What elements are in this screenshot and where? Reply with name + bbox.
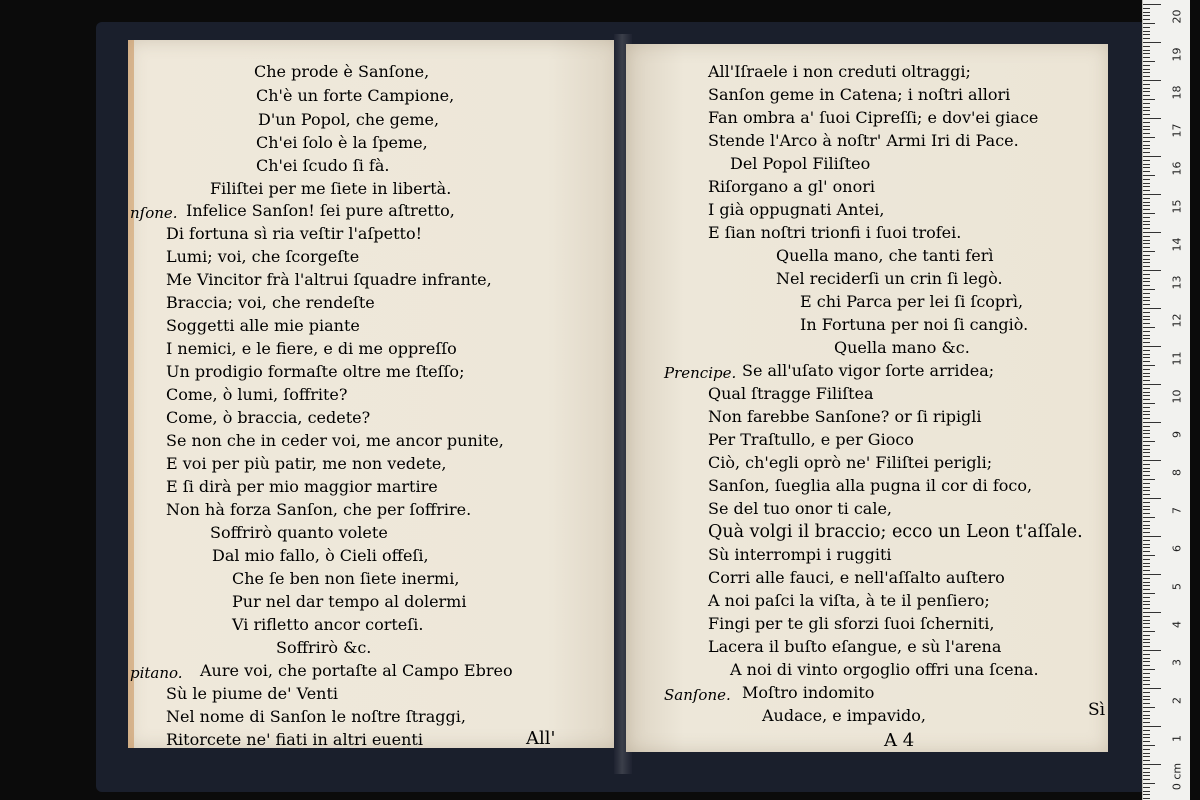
ruler-tick	[1143, 114, 1150, 115]
ruler-tick	[1143, 23, 1155, 24]
ruler-tick	[1143, 608, 1150, 609]
verse-line: Me Vincitor frà l'altrui ſquadre infrante,	[166, 270, 492, 289]
catchword: All'	[526, 728, 556, 749]
ruler-tick	[1143, 171, 1150, 172]
verse-line: D'un Popol, che geme,	[258, 110, 440, 129]
page-edge-stain	[128, 40, 134, 748]
ruler-tick	[1143, 464, 1150, 465]
ruler-tick	[1143, 528, 1150, 529]
ruler-tick	[1143, 502, 1150, 503]
ruler-tick	[1143, 418, 1150, 419]
ruler-tick	[1143, 753, 1150, 754]
ruler-label: 1	[1170, 735, 1184, 742]
ruler-tick	[1143, 456, 1150, 457]
ruler-tick	[1143, 490, 1150, 491]
ruler-tick	[1143, 304, 1150, 305]
ruler-tick	[1143, 688, 1161, 689]
verse-line: Ciò, ch'egli oprò ne' Filiſtei perigli;	[708, 453, 993, 472]
ruler-tick	[1143, 566, 1150, 567]
ruler-tick	[1143, 616, 1150, 617]
ruler-label: 7	[1170, 507, 1184, 514]
speaker-label: Prencipe.	[664, 364, 737, 382]
ruler-tick	[1143, 126, 1150, 127]
ruler-tick	[1143, 498, 1161, 499]
ruler-tick	[1143, 665, 1150, 666]
ruler-tick	[1143, 684, 1150, 685]
ruler-tick	[1143, 589, 1150, 590]
ruler-tick	[1143, 65, 1150, 66]
ruler-tick	[1143, 91, 1150, 92]
ruler-tick	[1143, 395, 1150, 396]
ruler-tick	[1143, 578, 1150, 579]
ruler-tick	[1143, 183, 1150, 184]
ruler-tick	[1143, 319, 1150, 320]
ruler-tick	[1143, 38, 1150, 39]
ruler-label: 11	[1170, 351, 1184, 366]
ruler-tick	[1143, 430, 1150, 431]
verse-line: Nel nome di Sanſon le noſtre ſtraggi,	[166, 707, 466, 726]
ruler-tick	[1143, 551, 1150, 552]
ruler-tick	[1143, 639, 1150, 640]
speaker-label: pitano.	[130, 664, 183, 682]
ruler-label: 18	[1170, 85, 1184, 100]
ruler-tick	[1143, 388, 1150, 389]
ruler-tick	[1143, 118, 1161, 119]
ruler-tick	[1143, 15, 1150, 16]
ruler-tick	[1143, 156, 1161, 157]
ruler-tick	[1143, 547, 1150, 548]
ruler-tick	[1143, 760, 1150, 761]
ruler-tick	[1143, 308, 1161, 309]
ruler-tick	[1143, 122, 1150, 123]
ruler-tick	[1143, 357, 1150, 358]
ruler-tick	[1143, 783, 1155, 784]
signature-mark: A 4	[884, 730, 915, 751]
ruler-tick	[1143, 422, 1161, 423]
ruler-tick	[1143, 262, 1150, 263]
ruler-tick	[1143, 536, 1161, 537]
verse-line: E chi Parca per lei ſi ſcoprì,	[800, 292, 1024, 311]
ruler-label: 16	[1170, 161, 1184, 176]
verse-line: Nel reciderſi un crin ſi legò.	[776, 269, 1003, 288]
ruler-tick	[1143, 544, 1150, 545]
ruler-tick	[1143, 570, 1150, 571]
ruler-tick	[1143, 711, 1150, 712]
verse-line: Che ſe ben non ſiete inermi,	[232, 569, 460, 588]
ruler-tick	[1143, 69, 1150, 70]
verse-line: Che prode è Sanſone,	[254, 62, 430, 81]
ruler-tick	[1143, 521, 1150, 522]
verse-line: Sù le piume de' Venti	[166, 684, 339, 703]
ruler-tick	[1143, 186, 1150, 187]
ruler-tick	[1143, 715, 1150, 716]
verse-line: Lumi; voi, che ſcorgeſte	[166, 247, 360, 266]
ruler-tick	[1143, 221, 1150, 222]
verse-line: Sanſon geme in Catena; i noſtri allori	[708, 85, 1011, 104]
ruler-tick	[1143, 289, 1155, 290]
ruler-tick	[1143, 384, 1161, 385]
ruler-tick	[1143, 145, 1150, 146]
verse-line: Come, ò braccia, cedete?	[166, 408, 371, 427]
verse-line: Ritorcete ne' fiati in altri euenti	[166, 730, 423, 749]
ruler-tick	[1143, 787, 1150, 788]
verse-line: Non farebbe Sanſone? or ſi ripigli	[708, 407, 982, 426]
ruler-tick	[1143, 768, 1150, 769]
verse-line: Corri alle fauci, e nell'aſſalto auſtero	[708, 568, 1005, 587]
verse-line: A noi paſci la viſta, à te il penſiero;	[708, 591, 990, 610]
ruler-tick	[1143, 190, 1150, 191]
ruler-tick	[1143, 232, 1161, 233]
verse-line: Quà volgi il braccio; ecco un Leon t'aſſale.	[708, 522, 1083, 542]
verse-line: Lacera il buſto eſangue, e sù l'arena	[708, 637, 1002, 656]
ruler-tick	[1143, 563, 1150, 564]
catchword: Sì	[1088, 700, 1106, 720]
verse-line: Aure voi, che portaſte al Campo Ebreo	[200, 661, 513, 680]
ruler-tick	[1143, 4, 1161, 5]
ruler-tick	[1143, 57, 1150, 58]
speaker-label: nſone.	[130, 204, 178, 222]
verse-line: Pur nel dar tempo al dolermi	[232, 592, 467, 611]
ruler-tick	[1143, 741, 1150, 742]
ruler-label: 4	[1170, 621, 1184, 628]
ruler-tick	[1143, 27, 1150, 28]
ruler-tick	[1143, 376, 1150, 377]
ruler-tick	[1143, 365, 1155, 366]
ruler-tick	[1143, 34, 1150, 35]
ruler-tick	[1143, 323, 1150, 324]
ruler-tick	[1143, 449, 1150, 450]
verse-line: I già oppugnati Antei,	[708, 200, 885, 219]
speaker-label: Sanſone.	[664, 686, 731, 704]
ruler-tick	[1143, 707, 1155, 708]
ruler-tick	[1143, 251, 1155, 252]
ruler-tick	[1143, 164, 1150, 165]
verse-line: All'Iſraele i non creduti oltraggi;	[708, 62, 971, 81]
ruler-tick	[1143, 734, 1150, 735]
ruler-tick	[1143, 331, 1150, 332]
ruler-tick	[1143, 110, 1150, 111]
ruler-label: 19	[1170, 47, 1184, 62]
ruler-tick	[1143, 798, 1150, 799]
ruler-tick	[1143, 285, 1150, 286]
ruler-tick	[1143, 278, 1150, 279]
verse-line: Un prodigio formaſte oltre me ſteſſo;	[166, 362, 465, 381]
ruler-tick	[1143, 103, 1150, 104]
verse-line: E ſi dirà per mio maggior martire	[166, 477, 438, 496]
ruler-tick	[1143, 494, 1150, 495]
ruler-tick	[1143, 338, 1150, 339]
verse-line: Qual ſtragge Filiſtea	[708, 384, 874, 403]
ruler-tick	[1143, 642, 1150, 643]
ruler-tick	[1143, 8, 1150, 9]
ruler-tick	[1143, 72, 1150, 73]
verse-line: Ch'ei ſcudo ſi fà.	[256, 156, 390, 175]
ruler-tick	[1143, 194, 1161, 195]
ruler-label: 5	[1170, 583, 1184, 590]
ruler-tick	[1143, 31, 1150, 32]
ruler-tick	[1143, 775, 1150, 776]
ruler-tick	[1143, 335, 1150, 336]
verse-line: Audace, e impavido,	[762, 706, 926, 725]
ruler-tick	[1143, 228, 1150, 229]
ruler-tick	[1143, 270, 1161, 271]
ruler-label: 2	[1170, 697, 1184, 704]
ruler-tick	[1143, 730, 1150, 731]
verse-line: Se non che in ceder voi, me ancor punite,	[166, 431, 504, 450]
ruler-tick	[1143, 532, 1150, 533]
ruler-tick	[1143, 236, 1150, 237]
ruler-tick	[1143, 300, 1150, 301]
ruler-label: 20	[1170, 9, 1184, 24]
ruler-tick	[1143, 650, 1161, 651]
ruler-tick	[1143, 661, 1150, 662]
ruler-label: 8	[1170, 469, 1184, 476]
ruler-tick	[1143, 794, 1150, 795]
verse-line: In Fortuna per noi ſi cangiò.	[800, 315, 1029, 334]
ruler-tick	[1143, 646, 1150, 647]
ruler-tick	[1143, 407, 1150, 408]
ruler-tick	[1143, 346, 1161, 347]
ruler-tick	[1143, 658, 1150, 659]
ruler-tick	[1143, 281, 1150, 282]
ruler-tick	[1143, 764, 1161, 765]
ruler-tick	[1143, 243, 1150, 244]
ruler-tick	[1143, 175, 1155, 176]
ruler-tick	[1143, 749, 1150, 750]
ruler-tick	[1143, 414, 1150, 415]
ruler-tick	[1143, 380, 1150, 381]
ruler-tick	[1143, 217, 1150, 218]
ruler-tick	[1143, 460, 1161, 461]
ruler-tick	[1143, 540, 1150, 541]
verse-line: Braccia; voi, che rendeſte	[166, 293, 375, 312]
ruler-tick	[1143, 483, 1150, 484]
ruler-tick	[1143, 525, 1150, 526]
ruler-tick	[1143, 680, 1150, 681]
ruler-tick	[1143, 737, 1150, 738]
ruler-tick	[1143, 574, 1161, 575]
ruler-label: 3	[1170, 659, 1184, 666]
ruler-label: 13	[1170, 275, 1184, 290]
ruler-tick	[1143, 692, 1150, 693]
ruler-tick	[1143, 255, 1150, 256]
ruler-tick	[1143, 361, 1150, 362]
ruler-label: 6	[1170, 545, 1184, 552]
ruler-tick	[1143, 373, 1150, 374]
ruler-tick	[1143, 437, 1150, 438]
verse-line: Se all'uſato vigor ſorte arridea;	[742, 361, 995, 380]
ruler-tick	[1143, 392, 1150, 393]
verse-line: Quella mano, che tanti ferì	[776, 246, 994, 265]
ruler-tick	[1143, 84, 1150, 85]
ruler-tick	[1143, 354, 1150, 355]
ruler-tick	[1143, 350, 1150, 351]
verse-line: Riſorgano a gl' onori	[708, 177, 875, 196]
ruler-tick	[1143, 42, 1161, 43]
ruler-tick	[1143, 297, 1150, 298]
verse-line: I nemici, e le fiere, e di me oppreſſo	[166, 339, 457, 358]
verse-line: Vi rifletto ancor corteſi.	[232, 615, 424, 634]
ruler-tick	[1143, 76, 1150, 77]
ruler-tick	[1143, 555, 1155, 556]
ruler-tick	[1143, 517, 1155, 518]
ruler-tick	[1143, 213, 1155, 214]
verse-line: Filiſtei per me ſiete in libertà.	[210, 179, 452, 198]
ruler-tick	[1143, 654, 1150, 655]
verse-line: Se del tuo onor ti cale,	[708, 499, 892, 518]
ruler-tick	[1143, 452, 1150, 453]
verse-line: Non hà forza Sanſon, che per ſoffrire.	[166, 500, 472, 519]
ruler-tick	[1143, 19, 1150, 20]
ruler-tick	[1143, 247, 1150, 248]
ruler-tick	[1143, 722, 1150, 723]
ruler-tick	[1143, 224, 1150, 225]
ruler-tick	[1143, 745, 1155, 746]
verse-line: Sù interrompi i ruggiti	[708, 545, 892, 564]
ruler-label: 17	[1170, 123, 1184, 138]
ruler-tick	[1143, 779, 1150, 780]
verse-line: A noi di vinto orgoglio offri una ſcena.	[730, 660, 1039, 679]
ruler-tick	[1143, 411, 1150, 412]
ruler-label: 0 cm	[1170, 762, 1184, 791]
ruler-label: 14	[1170, 237, 1184, 252]
ruler-tick	[1143, 433, 1150, 434]
verse-line: Fan ombra a' ſuoi Cipreſſi; e dov'ei giace	[708, 108, 1039, 127]
ruler-tick	[1143, 369, 1150, 370]
verse-line: Per Traſtullo, e per Gioco	[708, 430, 914, 449]
ruler-tick	[1143, 772, 1150, 773]
ruler-tick	[1143, 718, 1150, 719]
verse-line: Sanſon, ſueglia alla pugna il cor di foco,	[708, 476, 1033, 495]
ruler-tick	[1143, 403, 1155, 404]
ruler-tick	[1143, 487, 1150, 488]
ruler-tick	[1143, 635, 1150, 636]
verse-line: Soggetti alle mie piante	[166, 316, 360, 335]
ruler-tick	[1143, 441, 1155, 442]
verse-line: E voi per più patir, me non vedete,	[166, 454, 447, 473]
ruler-tick	[1143, 509, 1150, 510]
measuring-ruler	[1142, 0, 1190, 800]
ruler-tick	[1143, 585, 1150, 586]
ruler-tick	[1143, 107, 1150, 108]
ruler-tick	[1143, 61, 1155, 62]
ruler-tick	[1143, 601, 1150, 602]
ruler-tick	[1143, 479, 1155, 480]
verse-line: Ch'è un forte Campione,	[256, 86, 455, 105]
ruler-tick	[1143, 293, 1150, 294]
ruler-tick	[1143, 791, 1150, 792]
ruler-tick	[1143, 342, 1150, 343]
ruler-tick	[1143, 677, 1150, 678]
verse-line: Quella mano &c.	[834, 338, 970, 357]
ruler-tick	[1143, 506, 1150, 507]
ruler-tick	[1143, 50, 1150, 51]
ruler-tick	[1143, 627, 1150, 628]
verse-line: Moſtro indomito	[742, 683, 875, 702]
ruler-label: 9	[1170, 431, 1184, 438]
ruler-tick	[1143, 673, 1150, 674]
verse-line: E ſian noſtri trionfi i ſuoi trofei.	[708, 223, 962, 242]
ruler-tick	[1143, 582, 1150, 583]
ruler-tick	[1143, 513, 1150, 514]
ruler-tick	[1143, 133, 1150, 134]
ruler-tick	[1143, 274, 1150, 275]
verse-line: Infelice Sanſon! ſei pure aſtretto,	[186, 201, 455, 220]
verse-line: Soffrirò quanto volete	[210, 523, 388, 542]
ruler-tick	[1143, 88, 1150, 89]
ruler-tick	[1143, 316, 1150, 317]
ruler-tick	[1143, 475, 1150, 476]
ruler-tick	[1143, 612, 1161, 613]
ruler-tick	[1143, 205, 1150, 206]
verse-line: Ch'ei ſolo è la ſpeme,	[256, 133, 428, 152]
ruler-label: 10	[1170, 389, 1184, 404]
ruler-tick	[1143, 160, 1150, 161]
ruler-tick	[1143, 141, 1150, 142]
ruler-tick	[1143, 209, 1150, 210]
ruler-tick	[1143, 593, 1155, 594]
ruler-tick	[1143, 266, 1150, 267]
ruler-label: 15	[1170, 199, 1184, 214]
verse-line: Fingi per te gli sforzi ſuoi ſcherniti,	[708, 614, 995, 633]
ruler-tick	[1143, 99, 1155, 100]
ruler-tick	[1143, 148, 1150, 149]
ruler-tick	[1143, 669, 1155, 670]
ruler-tick	[1143, 426, 1150, 427]
ruler-tick	[1143, 95, 1150, 96]
ruler-tick	[1143, 137, 1155, 138]
ruler-tick	[1143, 445, 1150, 446]
ruler-label: 12	[1170, 313, 1184, 328]
ruler-tick	[1143, 756, 1150, 757]
ruler-tick	[1143, 179, 1150, 180]
ruler-tick	[1143, 471, 1150, 472]
verse-line: Stende l'Arco à noſtr' Armi Iri di Pace.	[708, 131, 1019, 150]
ruler-tick	[1143, 202, 1150, 203]
ruler-tick	[1143, 129, 1150, 130]
verse-line: Come, ò lumi, ſoffrite?	[166, 385, 348, 404]
ruler-tick	[1143, 12, 1150, 13]
ruler-tick	[1143, 53, 1150, 54]
ruler-tick	[1143, 259, 1150, 260]
ruler-tick	[1143, 46, 1150, 47]
verse-line: Soffrirò &c.	[276, 638, 372, 657]
ruler-tick	[1143, 399, 1150, 400]
ruler-tick	[1143, 152, 1150, 153]
verse-line: Del Popol Filiſteo	[730, 154, 871, 173]
ruler-tick	[1143, 620, 1150, 621]
ruler-tick	[1143, 699, 1150, 700]
ruler-tick	[1143, 312, 1150, 313]
ruler-tick	[1143, 468, 1150, 469]
ruler-tick	[1143, 631, 1155, 632]
ruler-tick	[1143, 167, 1150, 168]
ruler-tick	[1143, 726, 1161, 727]
ruler-tick	[1143, 623, 1150, 624]
ruler-tick	[1143, 327, 1155, 328]
ruler-tick	[1143, 604, 1150, 605]
ruler-tick	[1143, 597, 1150, 598]
ruler-tick	[1143, 80, 1161, 81]
ruler-tick	[1143, 198, 1150, 199]
ruler-tick	[1143, 703, 1150, 704]
ruler-tick	[1143, 240, 1150, 241]
verse-line: Dal mio fallo, ò Cieli offeſi,	[212, 546, 429, 565]
ruler-tick	[1143, 696, 1150, 697]
ruler-tick	[1143, 559, 1150, 560]
verse-line: Di fortuna sì ria veſtir l'aſpetto!	[166, 224, 423, 243]
